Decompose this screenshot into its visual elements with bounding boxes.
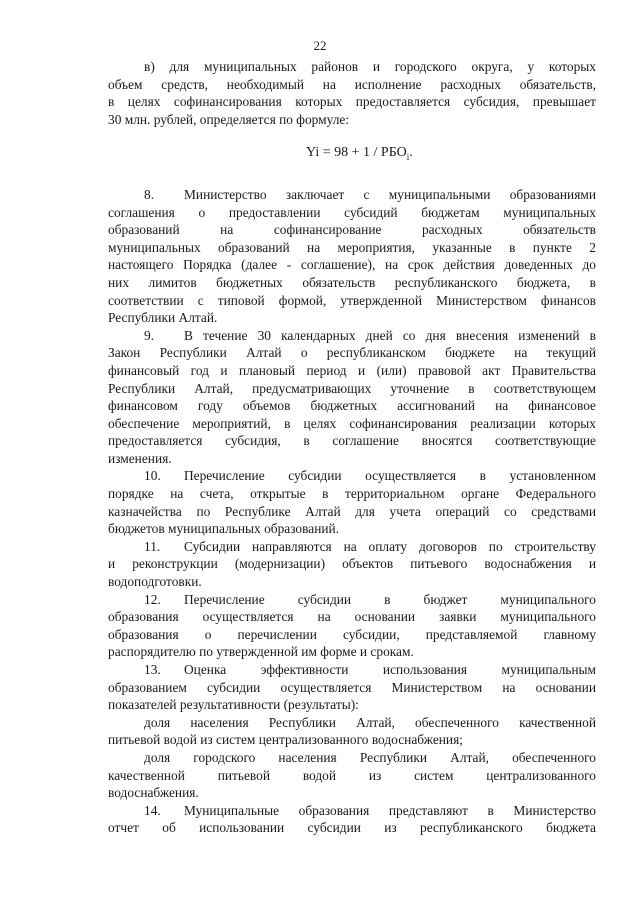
page-number: 22: [313, 38, 327, 53]
text-line: распорядителю по утвержденной им форме и срокам.: [108, 644, 414, 660]
text-line: Республики Алтай.: [108, 310, 218, 326]
clause-number: 13.: [144, 662, 161, 677]
clause-number: 12.: [144, 591, 161, 607]
text-fragment: Министерство заключает с муниципальными образованиями: [184, 186, 596, 202]
text-fragment: Субсидии направляются на оплату договоров по строительству: [184, 538, 596, 554]
clause-first-line: [108, 186, 596, 204]
text-line: качественной питьевой водой из систем централизованного: [108, 767, 596, 783]
text-line: питьевой водой из систем централизованного водоснабжения;: [108, 732, 463, 748]
text-line: Закон Республики Алтай о республиканском бюджете на текущий: [108, 345, 596, 361]
text-line: в целях софинансирования которых предоставляется субсидия, превышает: [108, 94, 596, 110]
text-line: изменения.: [108, 450, 172, 466]
text-line: бюджетов муниципальных образований.: [108, 521, 340, 537]
clause-first-line: [108, 661, 596, 679]
text-line: обеспечение мероприятий, в целях софинансирования реализации которых: [108, 415, 596, 431]
clause-first-line: [108, 591, 596, 609]
clause-first-line: [108, 802, 596, 820]
text-line: порядке на счета, открытые в территориальном органе Федерального: [108, 486, 596, 502]
text-line: 30 млн. рублей, определяется по формуле:: [108, 111, 350, 127]
text-line: соглашения о предоставлении субсидий бюджетам муниципальных: [108, 204, 596, 220]
text-line: предоставляется субсидия, в соглашение вносятся соответствующие: [108, 433, 596, 449]
formula-subscript: i: [406, 152, 410, 163]
text-line: них лимитов бюджетных обязательств республиканского бюджета, в: [108, 274, 596, 290]
text-line: доля городского населения Республики Алтай, обеспеченного: [144, 749, 596, 765]
text-line: объем средств, необходимый на исполнение расходных обязательств,: [108, 76, 596, 92]
text-line: и реконструкции (модернизации) объектов питьевого водоснабжения и: [108, 556, 596, 572]
text-line: муниципальных образований на мероприятия, указанные в пункте 2: [108, 239, 596, 255]
text-line: образованием субсидии осуществляется Министерством на основании: [108, 679, 596, 695]
text-line: отчет об использовании субсидии из республиканского бюджета: [108, 820, 596, 836]
clause-number: 8.: [144, 186, 155, 202]
clause-number: 9.: [144, 327, 155, 343]
text-line: казначейства по Республике Алтай для учета операций со средствами: [108, 503, 596, 519]
clause-number: 10.: [144, 468, 161, 484]
text-line: водоснабжения.: [108, 785, 199, 801]
clause-first-line: [108, 538, 596, 556]
text-line: финансовый год и плановый период и (или) правовой акт Правительства: [108, 362, 596, 378]
text-line: в) для муниципальных районов и городского округа, у которых: [144, 59, 596, 74]
text-line: соответствии с типовой формой, утвержденной Министерством финансов: [108, 292, 596, 308]
document-body: [108, 58, 596, 837]
text-line: показателей результативности (результаты):: [108, 697, 359, 713]
text-line: образования о перечислении субсидии, представляемой главному: [108, 626, 596, 642]
text-line: финансовом году объемов бюджетных ассигнований на финансовое: [108, 398, 596, 414]
text-fragment: Перечисление субсидии в бюджет муниципального: [184, 591, 596, 607]
formula-end: .: [409, 145, 413, 161]
text-line: образований на софинансирование расходных обязательств: [108, 222, 596, 238]
text-fragment: Перечисление субсидии осуществляется в установленном: [184, 468, 596, 484]
formula-main: Yi = 98 + 1 / РБО: [306, 145, 407, 161]
clause-number: 11.: [144, 538, 161, 554]
text-line: образования осуществляется на основании заявки муниципального: [108, 609, 596, 625]
text-line: водоподготовки.: [108, 574, 202, 590]
text-fragment: В течение 30 календарных дней со дня внесения изменений в: [184, 327, 596, 343]
text-line: Республики Алтай, предусматривающих уточнение в соответствующем: [108, 380, 596, 396]
text-fragment: Оценка эффективности использования муниципальным: [184, 662, 596, 677]
text-fragment: Муниципальные образования представляют в Министерство: [184, 802, 596, 818]
text-line: настоящего Порядка (далее - соглашение), на срок действия доведенных до: [108, 257, 596, 273]
clause-first-line: [108, 467, 596, 485]
formula: [108, 138, 596, 168]
text-line: доля населения Республики Алтай, обеспеченного качественной: [144, 714, 596, 730]
clause-first-line: [108, 327, 596, 345]
clause-number: 14.: [144, 802, 161, 818]
